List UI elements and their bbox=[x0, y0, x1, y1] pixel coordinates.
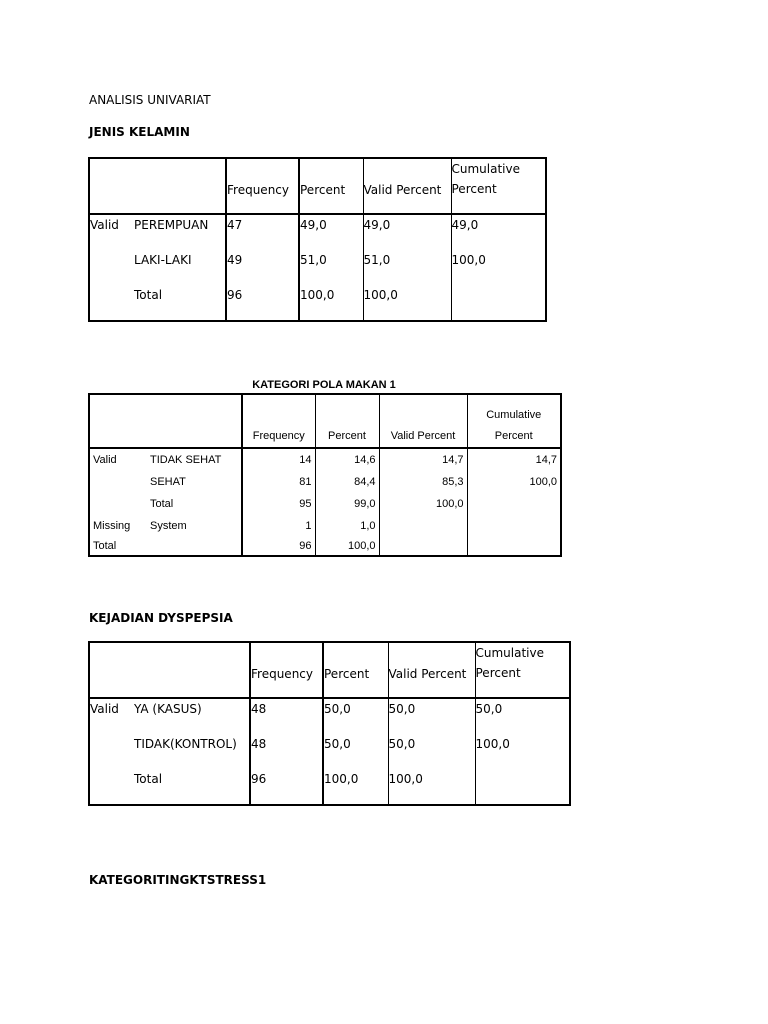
table-row bbox=[89, 537, 561, 556]
header-cumulative-percent: Cumulative Percent bbox=[475, 646, 544, 680]
group-label-empty bbox=[89, 285, 134, 321]
table-header-row bbox=[89, 158, 546, 214]
cell-valid-percent: 49,0 bbox=[363, 214, 451, 250]
table-row bbox=[89, 515, 561, 537]
row-label: Total bbox=[134, 288, 163, 302]
table-row bbox=[89, 250, 546, 285]
header-frequency: Frequency bbox=[242, 394, 315, 448]
header-valid-percent: Valid Percent bbox=[363, 183, 442, 197]
cell-frequency: 96 bbox=[242, 537, 315, 556]
cell-valid-percent: 50,0 bbox=[388, 734, 475, 769]
header-cumulative-cell bbox=[475, 642, 570, 698]
header-percent-cell bbox=[299, 158, 363, 214]
row-label: System bbox=[150, 520, 187, 532]
row-label: TIDAK SEHAT bbox=[150, 454, 222, 466]
header-frequency: Frequency bbox=[227, 183, 289, 197]
table-row bbox=[89, 448, 561, 471]
group-label-empty bbox=[89, 493, 147, 515]
pola-makan-table bbox=[88, 393, 562, 557]
cell-frequency: 95 bbox=[242, 493, 315, 515]
cell-valid-percent: 100,0 bbox=[363, 285, 451, 321]
cell-frequency: 81 bbox=[242, 471, 315, 493]
row-label: Total bbox=[150, 498, 174, 510]
header-empty-cell bbox=[147, 394, 242, 448]
page-title: ANALISIS UNIVARIAT bbox=[89, 93, 211, 107]
header-empty-cell bbox=[89, 642, 134, 698]
row-label: Total bbox=[134, 772, 163, 786]
cell-percent: 49,0 bbox=[299, 214, 363, 250]
cell-percent: 100,0 bbox=[323, 769, 388, 805]
cell-valid-percent: 50,0 bbox=[388, 698, 475, 734]
group-label: Valid bbox=[90, 702, 119, 716]
header-valid-percent-cell bbox=[388, 642, 475, 698]
cell-frequency: 1 bbox=[242, 515, 315, 537]
cell-valid-percent: 51,0 bbox=[363, 250, 451, 285]
header-cumulative-percent: Cumulative Percent bbox=[451, 162, 520, 196]
header-percent: Percent bbox=[315, 394, 379, 448]
header-cumulative-cell bbox=[467, 394, 561, 448]
cell-percent: 50,0 bbox=[323, 698, 388, 734]
table3-title: KEJADIAN DYSPEPSIA bbox=[89, 611, 233, 625]
cell-valid-percent: 100,0 bbox=[388, 769, 475, 805]
header-cumulative-cell bbox=[451, 158, 546, 214]
header-empty-cell bbox=[89, 394, 147, 448]
cell-percent: 1,0 bbox=[315, 515, 379, 537]
dyspepsia-table bbox=[88, 641, 571, 806]
cell-percent: 100,0 bbox=[315, 537, 379, 556]
header-valid-percent: Valid Percent bbox=[388, 667, 467, 681]
cell-cumulative: 100,0 bbox=[451, 250, 546, 285]
cell-empty bbox=[467, 515, 561, 537]
cell-cumulative bbox=[451, 285, 546, 321]
table-row bbox=[89, 698, 570, 734]
missing-label: Missing bbox=[93, 520, 131, 532]
header-frequency-cell bbox=[250, 642, 323, 698]
header-empty-cell bbox=[134, 642, 250, 698]
cell-cumulative: 14,7 bbox=[467, 448, 561, 471]
table-row bbox=[89, 493, 561, 515]
cell-valid-percent: 100,0 bbox=[379, 493, 467, 515]
cell-percent: 100,0 bbox=[299, 285, 363, 321]
table-row bbox=[89, 734, 570, 769]
cell-frequency: 48 bbox=[250, 734, 323, 769]
row-label: LAKI-LAKI bbox=[134, 253, 192, 267]
cell-percent: 84,4 bbox=[315, 471, 379, 493]
header-percent: Percent bbox=[324, 667, 370, 681]
cell-frequency: 48 bbox=[250, 698, 323, 734]
header-frequency: Frequency bbox=[251, 667, 313, 681]
table2-title: KATEGORI POLA MAKAN 1 bbox=[252, 379, 396, 391]
group-label: Valid bbox=[90, 218, 119, 232]
header-empty-cell bbox=[89, 158, 134, 214]
section4-title: KATEGORITINGKTSTRESS1 bbox=[89, 873, 267, 887]
cell-percent: 14,6 bbox=[315, 448, 379, 471]
table1-title: JENIS KELAMIN bbox=[89, 125, 190, 139]
row-label-empty bbox=[147, 537, 242, 556]
cell-frequency: 96 bbox=[250, 769, 323, 805]
header-valid-percent: Valid Percent bbox=[379, 394, 467, 448]
cell-frequency: 47 bbox=[226, 214, 299, 250]
row-label: YA (KASUS) bbox=[134, 702, 202, 716]
cell-valid-percent: 14,7 bbox=[379, 448, 467, 471]
cell-cumulative: 100,0 bbox=[475, 734, 570, 769]
cell-valid-percent: 85,3 bbox=[379, 471, 467, 493]
cell-empty bbox=[467, 537, 561, 556]
header-empty-cell bbox=[134, 158, 226, 214]
header-frequency-cell bbox=[226, 158, 299, 214]
header-valid-percent-cell bbox=[363, 158, 451, 214]
cell-frequency: 14 bbox=[242, 448, 315, 471]
table-row bbox=[89, 285, 546, 321]
cell-empty bbox=[379, 537, 467, 556]
group-label-empty bbox=[89, 734, 134, 769]
header-percent: Percent bbox=[300, 183, 346, 197]
table-row bbox=[89, 769, 570, 805]
total-label: Total bbox=[93, 540, 117, 552]
cell-empty bbox=[379, 515, 467, 537]
cell-cumulative: 50,0 bbox=[475, 698, 570, 734]
cell-percent: 99,0 bbox=[315, 493, 379, 515]
cell-cumulative bbox=[475, 769, 570, 805]
row-label: TIDAK(KONTROL) bbox=[134, 737, 237, 751]
group-label-empty bbox=[89, 471, 147, 493]
table-header-row bbox=[89, 642, 570, 698]
table-header-row bbox=[89, 394, 561, 448]
header-cumulative: Cumulative bbox=[486, 409, 542, 421]
jenis-kelamin-table bbox=[88, 157, 547, 322]
cell-frequency: 96 bbox=[226, 285, 299, 321]
group-label-empty bbox=[89, 250, 134, 285]
header-percent-cell bbox=[323, 642, 388, 698]
cell-percent: 51,0 bbox=[299, 250, 363, 285]
group-label-empty bbox=[89, 769, 134, 805]
header-cumulative-percent: Percent bbox=[494, 430, 533, 442]
row-label: PEREMPUAN bbox=[134, 218, 209, 232]
row-label: SEHAT bbox=[150, 476, 186, 488]
cell-cumulative bbox=[467, 493, 561, 515]
table-row bbox=[89, 471, 561, 493]
cell-cumulative: 100,0 bbox=[467, 471, 561, 493]
cell-frequency: 49 bbox=[226, 250, 299, 285]
cell-cumulative: 49,0 bbox=[451, 214, 546, 250]
group-label: Valid bbox=[93, 454, 117, 466]
cell-percent: 50,0 bbox=[323, 734, 388, 769]
table-row bbox=[89, 214, 546, 250]
